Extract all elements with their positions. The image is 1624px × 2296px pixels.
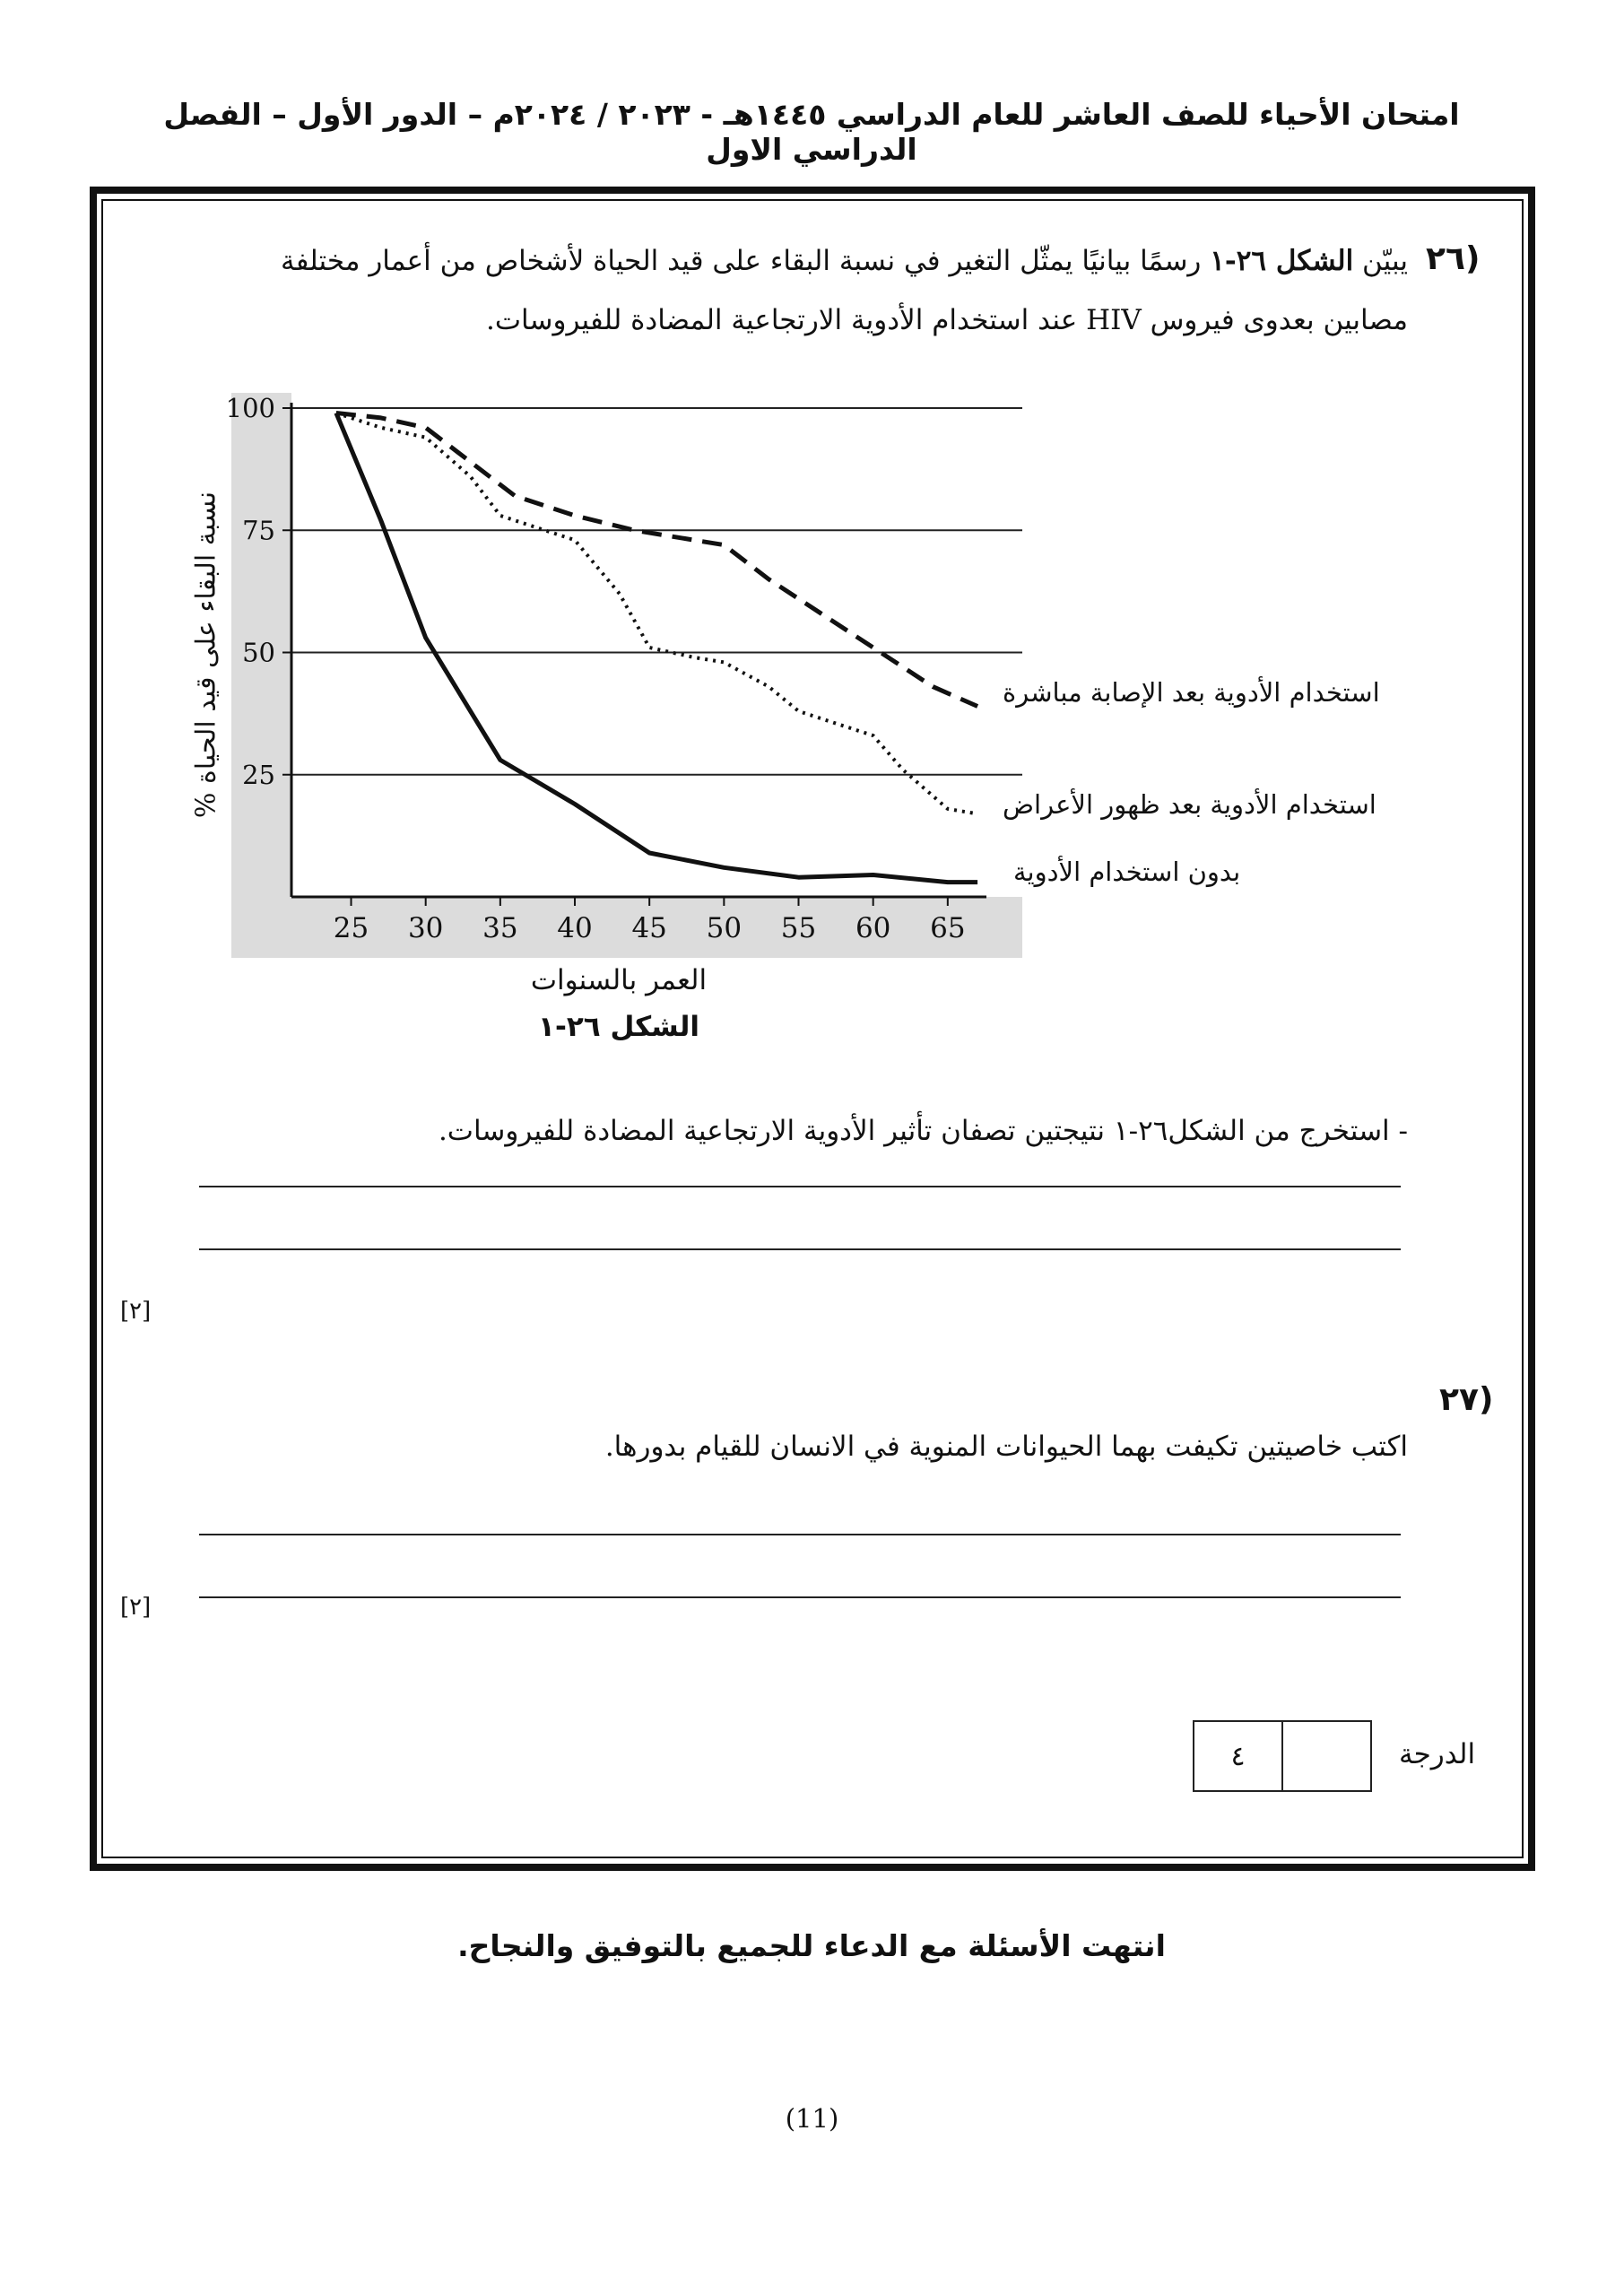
legend-immediate: استخدام الأدوية بعد الإصابة مباشرة bbox=[1003, 677, 1380, 708]
x-tick-label-60: 60 bbox=[855, 912, 891, 944]
plot-bg-left bbox=[231, 393, 291, 958]
question-26-prompt: - استخرج من الشكل٢٦-١ نتيجتين تصفان تأثير الأدوية الارتجاعية المضادة للفيروسات. bbox=[438, 1115, 1408, 1147]
x-tick-label-50: 50 bbox=[706, 912, 743, 944]
y-tick-label-75: 75 bbox=[242, 515, 275, 546]
y-tick-label-50: 50 bbox=[242, 637, 275, 668]
legend-after-symptoms: استخدام الأدوية بعد ظهور الأعراض bbox=[1003, 789, 1376, 820]
question-27-number: ٢٧) bbox=[1439, 1381, 1494, 1418]
x-tick-label-45: 45 bbox=[631, 912, 667, 944]
closing-message: انتهت الأسئلة مع الدعاء للجميع بالتوفيق والنجاح. bbox=[457, 1928, 1166, 1963]
y-tick-label-100: 100 bbox=[225, 393, 275, 423]
grade-box bbox=[1193, 1720, 1372, 1792]
x-tick-label-65: 65 bbox=[930, 912, 966, 944]
x-tick-label-30: 30 bbox=[407, 912, 444, 944]
answer-line-27-1[interactable] bbox=[199, 1534, 1401, 1535]
answer-line-27-2[interactable] bbox=[199, 1596, 1401, 1598]
y-axis-label: نسبة البقاء على قيد الحياة % bbox=[190, 491, 222, 819]
plot-area bbox=[291, 393, 1022, 897]
question-26-line-1: يبيّن الشكل ٢٦-١ رسمًا بيانيًا يمثّل التغير في نسبة البقاء على قيد الحياة لأشخاص من أعمار مختلفة bbox=[280, 245, 1408, 277]
x-tick-label-35: 35 bbox=[482, 912, 518, 944]
answer-line-26-1[interactable] bbox=[199, 1186, 1401, 1187]
x-tick-label-25: 25 bbox=[333, 912, 369, 944]
grade-total: ٤ bbox=[1230, 1740, 1246, 1772]
question-26-number: ٢٦) bbox=[1426, 240, 1481, 277]
x-tick-label-55: 55 bbox=[780, 912, 817, 944]
page-number: (11) bbox=[785, 2103, 839, 2134]
figure-caption: الشكل ٢٦-١ bbox=[538, 1011, 699, 1043]
legend-no-drugs: بدون استخدام الأدوية bbox=[1013, 857, 1241, 887]
x-tick-label-40: 40 bbox=[557, 912, 593, 944]
question-26-mark: [٢] bbox=[120, 1298, 152, 1325]
question-26-line-2: مصابين بعدوى فيروس HIV عند استخدام الأدوية الارتجاعية المضادة للفيروسات. bbox=[486, 304, 1408, 336]
exam-header: امتحان الأحياء للصف العاشر للعام الدراسي ١٤٤٥هـ - ٢٠٢٣ / ٢٠٢٤م – الدور الأول – الفصل الدراسي الاول bbox=[163, 97, 1460, 167]
grade-label: الدرجة bbox=[1399, 1738, 1476, 1770]
question-27-mark: [٢] bbox=[120, 1594, 152, 1621]
grade-score-field[interactable] bbox=[1281, 1722, 1370, 1790]
answer-line-26-2[interactable] bbox=[199, 1248, 1401, 1250]
y-tick-label-25: 25 bbox=[242, 759, 275, 790]
x-axis-label: العمر بالسنوات bbox=[530, 964, 708, 996]
question-27-text: اكتب خاصيتين تكيفت بهما الحيوانات المنوية في الانسان للقيام بدورها. bbox=[604, 1431, 1408, 1463]
